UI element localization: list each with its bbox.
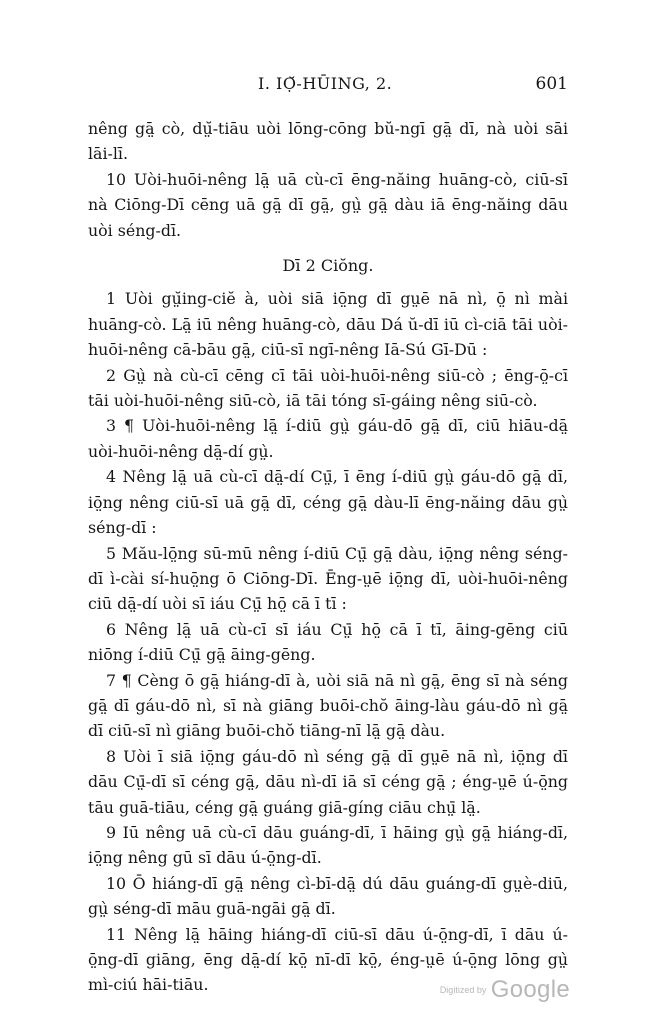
verse-paragraph: 8 Uòi ī siā iō̤ng gáu-dō nì séng gā̤ dī gṳē nā nì, iō̤ng dī dāu Cṳ̄-dī sī céng gā̤, dāu nì-dī iā sī céng gā̤ ; éng-ṳē ú-ō̤ng tāu guā-tiāu, céng gā̤ guáng giā-gíng ciāu chṳ̄ lā̤.	[88, 746, 568, 817]
page-body	[88, 116, 568, 998]
verse-paragraph: 5 Mău-lō̤ng sū-mū nêng í-diū Cṳ̄ gā̤ dàu, iō̤ng nêng séng-dī ì-cài sí-huō̤ng ō Ciōng-Dī. Ēng-ṳē iō̤ng dī, uòi-huōi-nêng ciū dā̤-dí uòi sī iáu Cṳ̄ hō̤ cā ī tī :	[88, 543, 568, 614]
verse-paragraph: 7 ¶ Cèng ō gā̤ hiáng-dī à, uòi siā nā nì gā̤, ēng sī nà séng gā̤ dī gáu-dō nì, sī nà giāng buōi-chŏ āing-làu gáu-dō nì gā̤ dī ciū-sī nì giāng buōi-chŏ tiāng-nī lā̤ gā̤ dàu.	[88, 670, 568, 741]
verse-paragraph: 1 Uòi gṳ̆ing-ciĕ à, uòi siā iō̤ng dī gṳē nā nì, ō̤ nì mài huāng-cò. Lā̤ iū nêng huāng-cò, dāu Dá ŭ-dī iū cì-ciā tāi uòi-huōi-nêng cā-bāu gā̤, ciū-sī ngī-nêng Iā-Sú Gī-Dū :	[88, 289, 568, 360]
page-number: 601	[535, 74, 568, 94]
chapter-heading: Dī 2 Ciŏng.	[282, 256, 374, 276]
running-title: I. IỌ̆-HŪING, 2.	[258, 74, 393, 93]
paragraphs-before-heading	[88, 116, 568, 243]
verse-paragraph: 10 Uòi-huōi-nêng lā̤ uā cù-cī ēng-năing huāng-cò, ciū-sī nà Ciōng-Dī cēng uā gā̤ dī gā̤, gṳ̀ gā̤ dàu iā ēng-năing dāu uòi séng-dī.	[88, 169, 568, 240]
verse-paragraph: 3 ¶ Uòi-huōi-nêng lā̤ í-diū gṳ̀ gáu-dō gā̤ dī, ciū hiāu-dā̤ uòi-huōi-nêng dā̤-dí gṳ̀.	[88, 416, 568, 461]
verse-paragraph: 11 Nêng lā̤ hāing hiáng-dī ciū-sī dāu ú-ō̤ng-dī, ī dāu ú-ō̤ng-dī giāng, ēng dā̤-dí kō̤ nī-dī kō̤, éng-ṳē ú-ō̤ng lōng gṳ̀ mì-ciú hāi-tiāu.	[88, 924, 568, 995]
verse-paragraph: 10 Ō hiáng-dī gā̤ nêng cì-bī-dā̤ dú dāu guáng-dī gṳè-diū, gṳ̀ séng-dī māu guā-ngāi gā̤ dī.	[88, 873, 568, 919]
watermark-brand-logo: Google	[490, 976, 570, 1003]
paragraphs-after-heading	[88, 286, 568, 997]
verse-paragraph: 4 Nêng lā̤ uā cù-cī dā̤-dí Cṳ̄, ī ēng í-diū gṳ̀ gáu-dō gā̤ dī, iō̤ng nêng ciū-sī uā gā̤ dī, céng gā̤ dàu-lī ēng-năing dāu gṳ̀ séng-dī :	[88, 467, 568, 538]
watermark-small-text: Digitized by	[439, 985, 487, 995]
verse-paragraph: nêng gā̤ cò, dṳ̆-tiāu uòi lōng-cōng bŭ-ngī gā̤ dī, nà uòi sāi lāi-lī.	[88, 119, 568, 164]
digitized-by-google-watermark	[440, 976, 570, 1004]
page-header	[88, 74, 568, 98]
verse-paragraph: 2 Gṳ̀ nà cù-cī cēng cī tāi uòi-huōi-nêng siū-cò ; ēng-ō̤-cī tāi uòi-huōi-nêng siū-cò, iā tāi tóng sī-gáing nêng siū-cò.	[88, 365, 568, 411]
verse-paragraph: 9 Iū nêng uā cù-cī dāu guáng-dī, ī hāing gṳ̀ gā̤ hiáng-dī, iō̤ng nêng gū sī dāu ú-ō̤ng-dī.	[88, 822, 568, 868]
verse-paragraph: 6 Nêng lā̤ uā cù-cī sī iáu Cṳ̄ hō̤ cā ī tī, āing-gēng ciū niōng í-diū Cṳ̄ gā̤ āing-gēng.	[88, 619, 568, 665]
